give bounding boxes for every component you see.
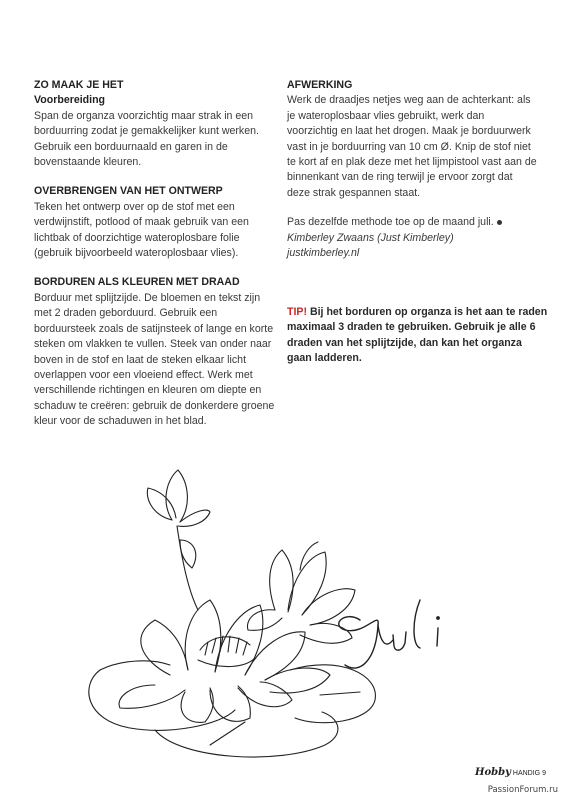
tip-box <box>287 305 549 367</box>
website-link[interactable]: justkimberley.nl <box>287 247 360 260</box>
heading-afwerking: AFWERKING <box>287 79 353 91</box>
lotus-illustration <box>60 460 480 770</box>
brand-subtitle: HANDIG <box>512 770 541 777</box>
juli-script <box>339 600 439 668</box>
left-column <box>34 78 279 430</box>
paragraph-afwerking: Werk de draadjes netjes weg aan de achterkant: als je wateroplosbaar vlies gebruikt, werk dan voorzichtig en laat het drogen. Maak je borduurwerk vast in je borduurring van 10 cm Ø. Knip de stof niet te kort af en plak deze met het lijmpistool vast aan de binnenkant van de ring terwijl je ervoor zorgt dat deze strak gespannen staat. <box>287 94 537 199</box>
paragraph-voorbereiding: Span de organza voorzichtig maar strak in een borduurring zodat je gemakkelijker kunt werken. Gebruik een borduurnaald en garen in de bovenstaande kleuren. <box>34 109 259 169</box>
page-number: 9 <box>542 770 546 777</box>
heading-zo-maak-je-het: ZO MAAK JE HET <box>34 79 124 91</box>
watermark: PassionForum.ru <box>487 785 558 795</box>
lotus-bud <box>147 470 210 610</box>
brand-logo: Hobby <box>475 767 511 778</box>
heading-overbrengen: OVERBRENGEN VAN HET ONTWERP <box>34 185 223 198</box>
side-lotus-flower <box>247 542 355 643</box>
heading-borduren: BORDUREN ALS KLEUREN MET DRAAD <box>34 276 240 289</box>
juli-text: Pas dezelfde methode toe op de maand juli. <box>287 216 494 229</box>
paragraph-overbrengen: Teken het ontwerp over op de stof met een verdwijnstift, potlood of maak gebruik van een lichtbak of doorzichtige wateroplosbare folie (gebruik bijvoorbeeld wateroplosbaar vlies). <box>34 200 249 260</box>
paragraph-juli <box>287 215 537 230</box>
lily-pad-right <box>290 665 375 723</box>
main-lotus-flower <box>119 600 330 722</box>
footer <box>475 767 546 778</box>
tip-text: Bij het borduren op organza is het aan te raden maximaal 3 draden te gebruiken. Gebruik je alle 6 draden van het splijtzijde, dan kan het organza gaan ladderen. <box>287 306 548 365</box>
right-column <box>287 78 537 261</box>
author: Kimberley Zwaans (Just Kimberley) <box>287 231 454 244</box>
lily-pad-bottom <box>155 712 338 757</box>
tip-label: TIP! <box>287 306 308 318</box>
subheading-voorbereiding: Voorbereiding <box>34 94 106 107</box>
paragraph-borduren: Borduur met splijtzijde. De bloemen en tekst zijn met 2 draden geborduurd. Gebruik een borduursteek zoals de satijnsteek of lange en korte steken om vlakken te vullen. Steek van onder naar boven in de stof en laat de steken elkaar licht overlappen voor een vloeiend effect. Werk met verschillende richtingen en kleuren om diepte en schaduw te creëren: gebruik de donkerdere groene kleur voor de schaduwen in het blad. <box>34 291 275 428</box>
end-bullet-icon <box>497 220 502 225</box>
juli-script-text: Juli <box>390 660 392 661</box>
